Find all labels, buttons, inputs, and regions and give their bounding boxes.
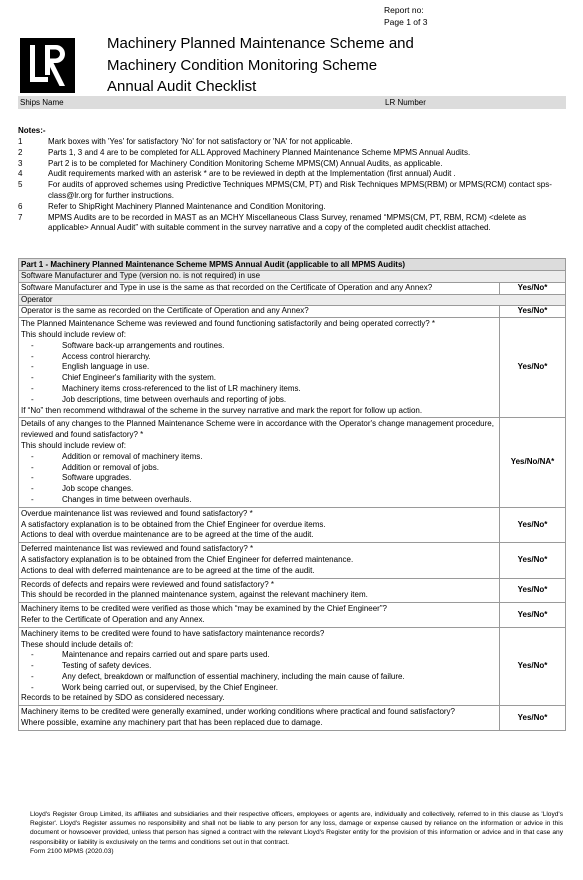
note-text: MPMS Audits are to be recorded in MAST as an MCHY Miscellaneous Class Survey, renamed “MPMS(CM, PT, RBM, RCM) <delete as applicable> Annual Audit” with suitable comment in the survey narrative and a copy of the completed audit checklist attached. <box>48 212 527 233</box>
part1-header: Part 1 - Machinery Planned Maintenance Scheme MPMS Annual Audit (applicable to all MPMS Audits) <box>19 259 566 271</box>
list-item: - Testing of safety devices. <box>31 661 152 671</box>
note-number: 4 <box>18 169 23 179</box>
part1-audit-table <box>18 258 566 731</box>
note-number: 7 <box>18 212 23 222</box>
note-item <box>18 169 566 180</box>
details-list <box>31 650 497 693</box>
question-cell <box>19 418 500 507</box>
note-item <box>18 148 566 159</box>
title-line-2: Machinery Condition Monitoring Scheme <box>107 56 378 74</box>
note-number: 3 <box>18 158 23 168</box>
list-item: - Maintenance and repairs carried out and spare parts used. <box>31 650 270 660</box>
list-item: - Software upgrades. <box>31 473 132 483</box>
note-item <box>18 137 566 148</box>
document-title <box>107 33 437 98</box>
question-detail: Where possible, examine any machinery part that has been replaced due to damage. <box>21 718 323 728</box>
question-detail: Refer to the Certificate of Operation and any Annex. <box>21 614 205 624</box>
part1-header-row <box>19 259 566 271</box>
question-cell <box>19 318 500 418</box>
question-subtext: This should include review of: <box>21 329 126 339</box>
footer-disclaimer: Lloyd's Register Group Limited, its affiliates and subsidiaries and their respective officers, employees or agents are, individually and collectively, referred to in this clause as 'Lloyd's Register'. Lloyd's Register assumes no responsibility and shall not be liable to any person for any loss, damage or expense caused by reliance on the information or advice in this document or howsoever provided, unless that person has signed a contract with the relevant Lloyd's Register entity for the provision of this information or advice and in that case any responsibility or liability is exclusively on the terms and conditions set out in that contract. <box>30 811 563 846</box>
note-item <box>18 213 566 235</box>
lloyds-register-logo <box>20 38 75 93</box>
note-text: Audit requirements marked with an asterisk * are to be reviewed in depth at the Implementation (first annual) Audit . <box>48 169 456 179</box>
table-row <box>19 603 566 628</box>
note-number: 2 <box>18 147 23 157</box>
note-text: Refer to ShipRight Machinery Planned Maintenance and Condition Monitoring. <box>48 201 326 211</box>
list-item: - Chief Engineer's familiarity with the system. <box>31 373 217 383</box>
question-detail: A satisfactory explanation is to be obtained from the Chief Engineer for overdue items. <box>21 519 326 529</box>
list-item: - English language in use. <box>31 362 150 372</box>
ship-info-bar <box>18 96 566 109</box>
table-row <box>19 318 566 418</box>
report-no-label: Report no: <box>384 5 424 15</box>
table-row <box>19 578 566 603</box>
answer-field[interactable]: Yes/No* <box>500 578 566 603</box>
note-item <box>18 180 566 202</box>
answer-field[interactable]: Yes/No* <box>500 282 566 294</box>
review-list <box>31 341 497 406</box>
question-text: Machinery items to be credited were generally examined, under working conditions where practical and found satisfactory? <box>21 707 456 717</box>
question-cell <box>19 507 500 542</box>
list-item: - Addition or removal of machinery items. <box>31 451 203 461</box>
software-label: Software Manufacturer and Type (version no. is not required) in use <box>19 271 566 283</box>
form-number: Form 2100 MPMS (2020.03) <box>30 847 114 855</box>
question-detail: A satisfactory explanation is to be obtained from the Chief Engineer for deferred maintenance. <box>21 554 354 564</box>
list-item: - Job scope changes. <box>31 484 134 494</box>
ships-name-label: Ships Name <box>20 98 64 107</box>
question-cell <box>19 603 500 628</box>
table-row <box>19 418 566 507</box>
question-cell: Software Manufacturer and Type in use is the same as that recorded on the Certificate of Operation and any Annex? <box>19 282 500 294</box>
list-item: - Changes in time between overhauls. <box>31 494 192 504</box>
notes-title: Notes:- <box>18 126 46 135</box>
answer-field[interactable]: Yes/No* <box>500 318 566 418</box>
note-item <box>18 159 566 170</box>
title-line-3: Annual Audit Checklist <box>107 78 257 95</box>
question-text: Machinery items to be credited were found to have satisfactory maintenance records? <box>21 628 325 638</box>
answer-field[interactable]: Yes/No* <box>500 603 566 628</box>
question-cell <box>19 543 500 578</box>
answer-field[interactable]: Yes/No/NA* <box>500 418 566 507</box>
list-item: - Job descriptions, time between overhauls and reporting of jobs. <box>31 394 287 404</box>
answer-field[interactable]: Yes/No* <box>500 706 566 731</box>
table-row <box>19 706 566 731</box>
question-note: Records to be retained by SDO as considered necessary. <box>21 693 225 703</box>
note-text: Mark boxes with 'Yes' for satisfactory 'No' for not satisfactory or 'NA' for not applicable. <box>48 137 353 146</box>
operator-label-row <box>19 294 566 306</box>
list-item: - Software back-up arrangements and routines. <box>31 340 225 350</box>
report-info <box>384 4 427 28</box>
question-text: The Planned Maintenance Scheme was reviewed and found functioning satisfactorily and being operated correctly? * <box>21 319 436 329</box>
question-cell: Operator is the same as recorded on the Certificate of Operation and any Annex? <box>19 306 500 318</box>
question-detail: This should be recorded in the planned maintenance system, against the relevant machinery item. <box>21 590 368 600</box>
question-subtext: This should include review of: <box>21 440 126 450</box>
question-note: If “No” then recommend withdrawal of the scheme in the survey narrative and mark the report for follow up action. <box>21 405 423 415</box>
question-cell <box>19 706 500 731</box>
software-label-row <box>19 271 566 283</box>
table-row <box>19 543 566 578</box>
answer-field[interactable]: Yes/No* <box>500 507 566 542</box>
lr-number-label: LR Number <box>385 98 426 107</box>
question-cell <box>19 627 500 706</box>
list-item: - Any defect, breakdown or malfunction of essential machinery, including the main cause of failure. <box>31 671 405 681</box>
review-list <box>31 452 497 506</box>
answer-field[interactable]: Yes/No* <box>500 543 566 578</box>
note-number: 6 <box>18 201 23 211</box>
note-number: 5 <box>18 180 23 190</box>
question-text: Records of defects and repairs were reviewed and found satisfactory? * <box>21 579 275 589</box>
question-text: Details of any changes to the Planned Maintenance Scheme were in accordance with the Operator's change management procedure, reviewed and found satisfactory? * <box>21 419 494 440</box>
question-text: Overdue maintenance list was reviewed and found satisfactory? * <box>21 508 253 518</box>
page-indicator: Page 1 of 3 <box>384 17 428 27</box>
question-subtext: These should include details of: <box>21 639 134 649</box>
answer-field[interactable]: Yes/No* <box>500 306 566 318</box>
list-item: - Machinery items cross-referenced to the list of LR machinery items. <box>31 383 301 393</box>
note-number: 1 <box>18 137 23 146</box>
note-text: Part 2 is to be completed for Machinery Condition Monitoring Scheme MPMS(CM) Annual Audits, as applicable. <box>48 158 443 168</box>
operator-label: Operator <box>19 294 566 306</box>
question-text: Machinery items to be credited were verified as those which “may be examined by the Chief Engineer”? <box>21 604 387 614</box>
list-item: - Access control hierarchy. <box>31 351 151 361</box>
table-row <box>19 627 566 706</box>
question-text: Deferred maintenance list was reviewed and found satisfactory? * <box>21 544 254 554</box>
note-item <box>18 202 566 213</box>
list-item: - Work being carried out, or supervised, by the Chief Engineer. <box>31 682 278 692</box>
question-detail: Actions to deal with overdue maintenance are to be agreed at the time of the audit. <box>21 530 314 540</box>
table-row <box>19 282 566 294</box>
note-text: For audits of approved schemes using Predictive Techniques MPMS(CM, PT) and Risk Techniques MPMS(RBM) or MPMS(RCM) contact sps-class@lr.org for further instructions. <box>48 180 552 200</box>
title-line-1: Machinery Planned Maintenance Scheme and <box>107 35 414 52</box>
footer <box>30 810 563 856</box>
question-cell <box>19 578 500 603</box>
table-row <box>19 306 566 318</box>
question-detail: Actions to deal with deferred maintenance are to be agreed at the time of the audit. <box>21 565 315 575</box>
table-row <box>19 507 566 542</box>
note-text: Parts 1, 3 and 4 are to be completed for ALL Approved Machinery Planned Maintenance Scheme MPMS Annual Audits. <box>48 147 471 157</box>
answer-field[interactable]: Yes/No* <box>500 627 566 706</box>
list-item: - Addition or removal of jobs. <box>31 462 159 472</box>
notes-section <box>18 125 566 234</box>
